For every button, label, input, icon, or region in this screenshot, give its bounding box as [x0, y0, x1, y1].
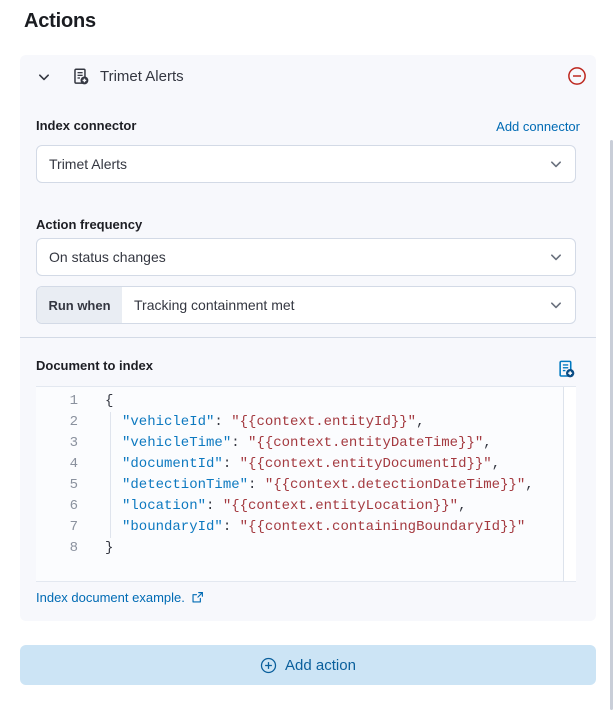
- chevron-down-icon: [548, 297, 564, 313]
- add-variable-button[interactable]: [557, 360, 575, 378]
- code-editor-lines: [36, 387, 576, 559]
- page-scrollbar[interactable]: [610, 140, 613, 710]
- line-number: 6: [69, 498, 78, 514]
- line-number: 8: [69, 540, 78, 556]
- add-action-label: Add action: [285, 656, 356, 674]
- code-line: 7 "boundaryId": "{{context.containingBoundaryId}}": [36, 517, 576, 538]
- section-divider: [20, 337, 596, 338]
- index-document-icon: [557, 366, 575, 381]
- action-frequency-label: Action frequency: [36, 217, 143, 232]
- code-line: 6 "location": "{{context.entityLocation}}",: [36, 496, 576, 517]
- index-connector-label: Index connector: [36, 118, 137, 133]
- run-when-label: Run when: [37, 287, 122, 323]
- chevron-down-icon: [548, 249, 564, 265]
- chevron-down-icon: [548, 156, 564, 172]
- code-line: 3 "vehicleTime": "{{context.entityDateTime}}",: [36, 433, 576, 454]
- action-frequency-value: On status changes: [49, 249, 166, 265]
- line-number: 4: [69, 456, 78, 472]
- plus-in-circle-icon: [260, 657, 277, 674]
- remove-action-button[interactable]: [567, 66, 587, 86]
- chevron-down-icon[interactable]: [36, 69, 52, 85]
- code-line: 8 }: [36, 538, 576, 559]
- line-number: 3: [69, 435, 78, 451]
- index-connector-select[interactable]: [36, 145, 576, 183]
- line-number: 5: [69, 477, 78, 493]
- editor-scrollbar[interactable]: [563, 387, 576, 581]
- run-when-value: Tracking containment met: [134, 297, 295, 313]
- minus-in-circle-icon: [567, 74, 587, 89]
- line-number: 7: [69, 519, 78, 535]
- accordion-title: Trimet Alerts: [100, 68, 184, 85]
- index-connector-value: Trimet Alerts: [49, 156, 128, 172]
- code-line: 1 {: [36, 391, 576, 412]
- index-document-icon: [72, 68, 89, 85]
- external-link-icon: [191, 591, 204, 604]
- page-title: Actions: [24, 10, 96, 32]
- add-connector-link[interactable]: Add connector: [496, 119, 580, 134]
- code-editor[interactable]: [36, 386, 576, 582]
- add-action-button[interactable]: [20, 645, 596, 685]
- indent-guide: [110, 412, 111, 538]
- run-when-select[interactable]: [36, 286, 576, 324]
- line-number: 1: [69, 393, 78, 409]
- action-frequency-select[interactable]: [36, 238, 576, 276]
- code-line: 4 "documentId": "{{context.entityDocumentId}}",: [36, 454, 576, 475]
- document-to-index-label: Document to index: [36, 358, 154, 373]
- accordion-header[interactable]: [20, 55, 596, 99]
- code-line: 2 "vehicleId": "{{context.entityId}}",: [36, 412, 576, 433]
- line-number: 2: [69, 414, 78, 430]
- code-line: 5 "detectionTime": "{{context.detectionDateTime}}",: [36, 475, 576, 496]
- index-document-example-link[interactable]: Index document example.: [36, 590, 185, 605]
- action-panel: [20, 55, 596, 621]
